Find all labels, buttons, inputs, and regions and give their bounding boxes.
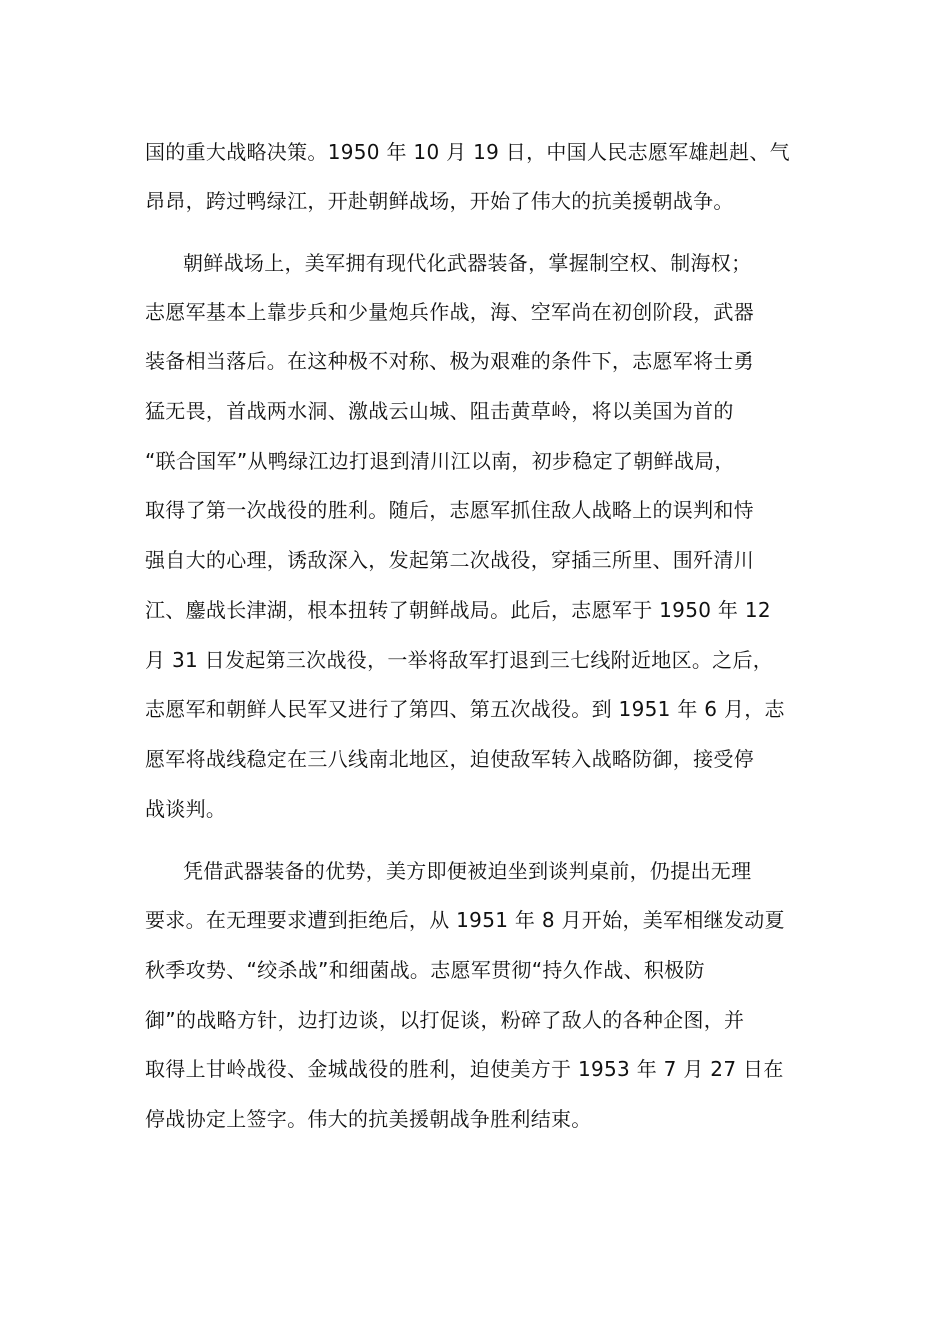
text-line: 朝鲜战场上，美军拥有现代化武器装备，掌握制空权、制海权； [183,251,752,275]
text-line: 月 31 日发起第三次战役，一举将敌军打退到三七线附近地区。之后， [145,648,774,672]
text-line: 志愿军基本上靠步兵和少量炮兵作战，海、空军尚在初创阶段，武器 [145,300,754,324]
text-line: 取得上甘岭战役、金城战役的胜利，迫使美方于 1953 年 7 月 27 日在 [145,1057,784,1081]
text-line: 取得了第一次战役的胜利。随后，志愿军抓住敌人战略上的误判和恃 [145,498,754,522]
text-line: 战谈判。 [145,797,227,821]
text-line: 强自大的心理，诱敌深入，发起第二次战役，穿插三所里、围歼清川 [145,548,754,572]
text-line: 秋季攻势、“绞杀战”和细菌战。志愿军贯彻“持久作战、积极防 [145,958,705,982]
text-line: 御”的战略方针，边打边谈，以打促谈，粉碎了敌人的各种企图，并 [145,1008,745,1032]
text-line: 江、鏖战长津湖，根本扭转了朝鲜战局。此后，志愿军于 1950 年 12 [145,598,771,622]
text-line: “联合国军”从鸭绿江边打退到清川江以南，初步稳定了朝鲜战局， [145,449,735,473]
text-line: 要求。在无理要求遭到拒绝后，从 1951 年 8 月开始，美军相继发动夏 [145,908,785,932]
text-line: 猛无畏，首战两水洞、激战云山城、阻击黄草岭，将以美国为首的 [145,399,734,423]
text-line: 装备相当落后。在这种极不对称、极为艰难的条件下，志愿军将士勇 [145,349,754,373]
text-line: 昂昂，跨过鸭绿江，开赴朝鲜战场，开始了伟大的抗美援朝战争。 [145,189,734,213]
text-line: 愿军将战线稳定在三八线南北地区，迫使敌军转入战略防御，接受停 [145,747,754,771]
text-line: 志愿军和朝鲜人民军又进行了第四、第五次战役。到 1951 年 6 月，志 [145,697,785,721]
text-line: 国的重大战略决策。1950 年 10 月 19 日，中国人民志愿军雄赳赳、气 [145,140,790,164]
text-line: 停战协定上签字。伟大的抗美援朝战争胜利结束。 [145,1107,592,1131]
text-line: 凭借武器装备的优势，美方即便被迫坐到谈判桌前，仍提出无理 [183,859,752,883]
